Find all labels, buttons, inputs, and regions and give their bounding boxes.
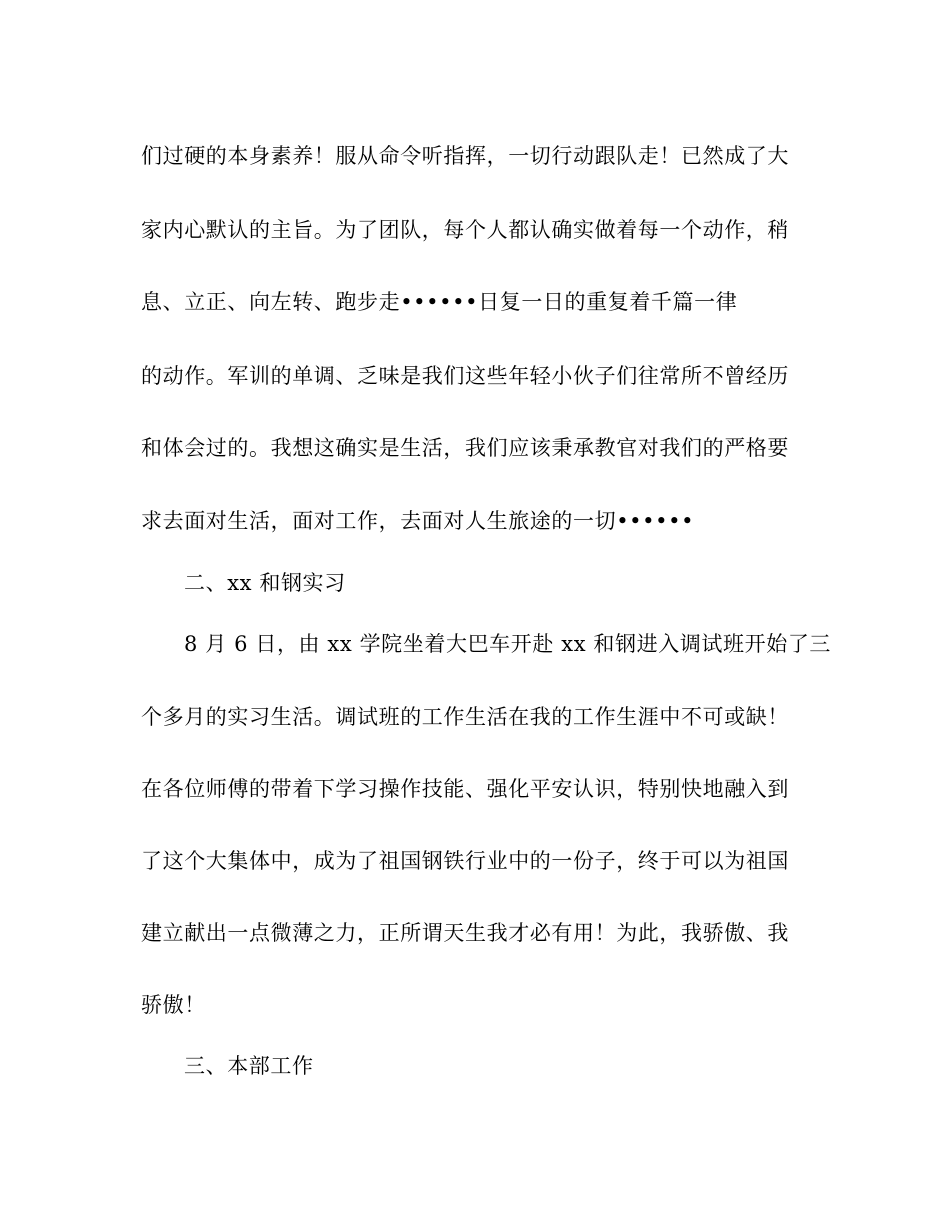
paragraph-line: 们过硬的本身素养！服从命令听指挥，一切行动跟队走！已然成了大 bbox=[141, 144, 789, 168]
paragraph-line: 的动作。军训的单调、乏味是我们这些年轻小伙子们往常所不曾经历 bbox=[141, 364, 789, 388]
section-heading: 二、xx 和钢实习 bbox=[184, 571, 346, 595]
paragraph-line: 建立献出一点微薄之力，正所谓天生我才必有用！为此，我骄傲、我 bbox=[141, 921, 789, 945]
paragraph-line: 8 月 6 日，由 xx 学院坐着大巴车开赴 xx 和钢进入调试班开始了三 bbox=[184, 632, 832, 656]
paragraph-line: 了这个大集体中，成为了祖国钢铁行业中的一份子，终于可以为祖国 bbox=[141, 849, 789, 873]
paragraph-line: 在各位师傅的带着下学习操作技能、强化平安认识，特别快地融入到 bbox=[141, 777, 789, 801]
paragraph-line: 个多月的实习生活。调试班的工作生活在我的工作生涯中不可或缺！ bbox=[141, 705, 789, 729]
paragraph-line: 求去面对生活，面对工作，去面对人生旅途的一切•••••• bbox=[141, 509, 695, 533]
paragraph-line: 骄傲！ bbox=[141, 993, 206, 1017]
paragraph-line: 和体会过的。我想这确实是生活，我们应该秉承教官对我们的严格要 bbox=[141, 436, 789, 460]
paragraph-line: 家内心默认的主旨。为了团队，每个人都认确实做着每一个动作，稍 bbox=[141, 218, 789, 242]
paragraph-line: 息、立正、向左转、跑步走••••••日复一日的重复着千篇一律 bbox=[141, 290, 738, 314]
section-heading: 三、本部工作 bbox=[184, 1054, 314, 1078]
